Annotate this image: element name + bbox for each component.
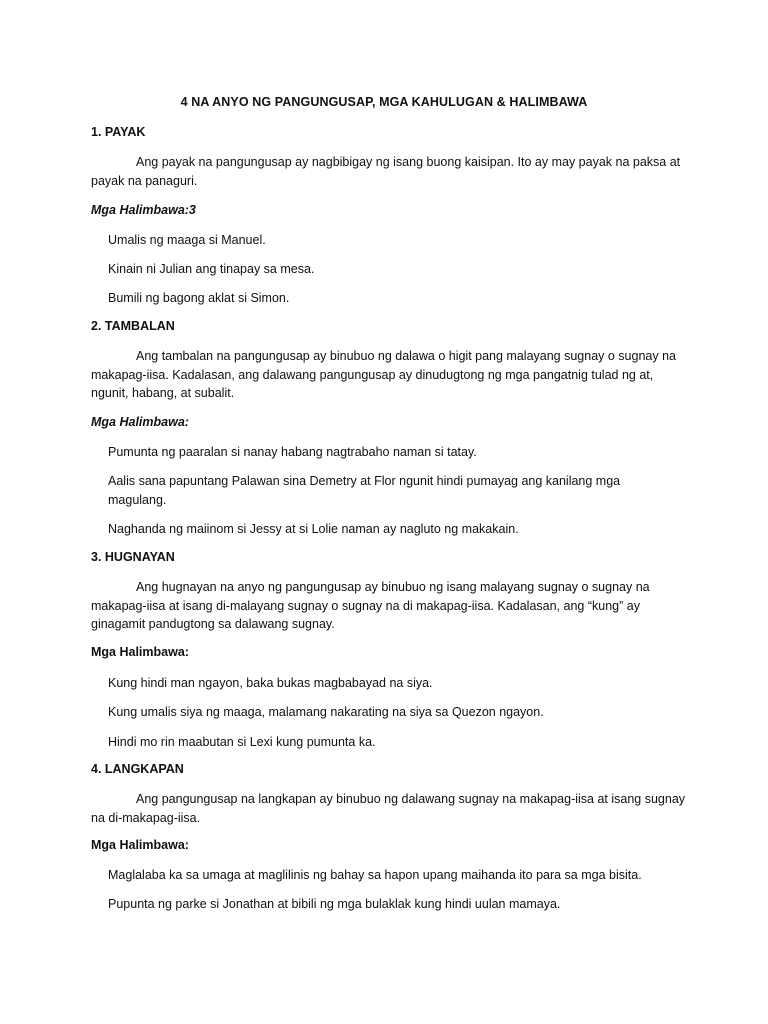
- example-item: Hindi mo rin maabutan si Lexi kung pumunta ka.: [108, 735, 376, 749]
- example-item: Bumili ng bagong aklat si Simon.: [108, 291, 290, 305]
- example-item: Kinain ni Julian ang tinapay sa mesa.: [108, 262, 315, 276]
- section-heading-payak: 1. PAYAK: [91, 125, 146, 139]
- section-definition-langkapan: Ang pangungusap na langkapan ay binubuo ng dalawang sugnay na makapag-iisa at isang sugnay na di-makapag-iisa.: [91, 792, 686, 825]
- examples-label-tambalan: Mga Halimbawa:: [91, 415, 189, 429]
- example-item: Pupunta ng parke si Jonathan at bibili ng mga bulaklak kung hindi uulan mamaya.: [108, 897, 561, 911]
- example-item: Aalis sana papuntang Palawan sina Demetry at Flor ngunit hindi pumayag ang kanilang mga magulang.: [108, 474, 621, 507]
- section-definition-hugnayan: Ang hugnayan na anyo ng pangungusap ay binubuo ng isang malayang sugnay o sugnay na makapag-iisa at isang di-malayang sugnay o sugnay na di makapag-iisa. Kadalasan, ang “kung” ay ginagamit pandugtong sa dalawang sugnay.: [91, 580, 650, 631]
- examples-label-langkapan: Mga Halimbawa:: [91, 838, 189, 852]
- example-item: Umalis ng maaga si Manuel.: [108, 233, 266, 247]
- section-definition-payak: Ang payak na pangungusap ay nagbibigay ng isang buong kaisipan. Ito ay may payak na paksa at payak na panaguri.: [91, 155, 681, 188]
- document-title: 4 NA ANYO NG PANGUNGUSAP, MGA KAHULUGAN & HALIMBAWA: [180, 95, 588, 109]
- examples-label-payak: Mga Halimbawa:3: [91, 203, 196, 217]
- example-item: Naghanda ng maiinom si Jessy at si Lolie naman ay nagluto ng makakain.: [108, 522, 519, 536]
- example-item: Kung umalis siya ng maaga, malamang nakarating na siya sa Quezon ngayon.: [108, 705, 544, 719]
- section-heading-langkapan: 4. LANGKAPAN: [91, 762, 184, 776]
- example-item: Kung hindi man ngayon, baka bukas magbabayad na siya.: [108, 676, 433, 690]
- section-heading-hugnayan: 3. HUGNAYAN: [91, 550, 175, 564]
- section-heading-tambalan: 2. TAMBALAN: [91, 319, 175, 333]
- example-item: Maglalaba ka sa umaga at maglilinis ng bahay sa hapon upang maihanda ito para sa mga bisita.: [108, 868, 642, 882]
- examples-label-hugnayan: Mga Halimbawa:: [91, 645, 189, 659]
- example-item: Pumunta ng paaralan si nanay habang nagtrabaho naman si tatay.: [108, 445, 477, 459]
- section-definition-tambalan: Ang tambalan na pangungusap ay binubuo ng dalawa o higit pang malayang sugnay o sugnay na makapag-iisa. Kadalasan, ang dalawang pangungusap ay dinudugtong ng mga pangatnig tulad ng at, ngunit, habang, at subalit.: [91, 349, 676, 400]
